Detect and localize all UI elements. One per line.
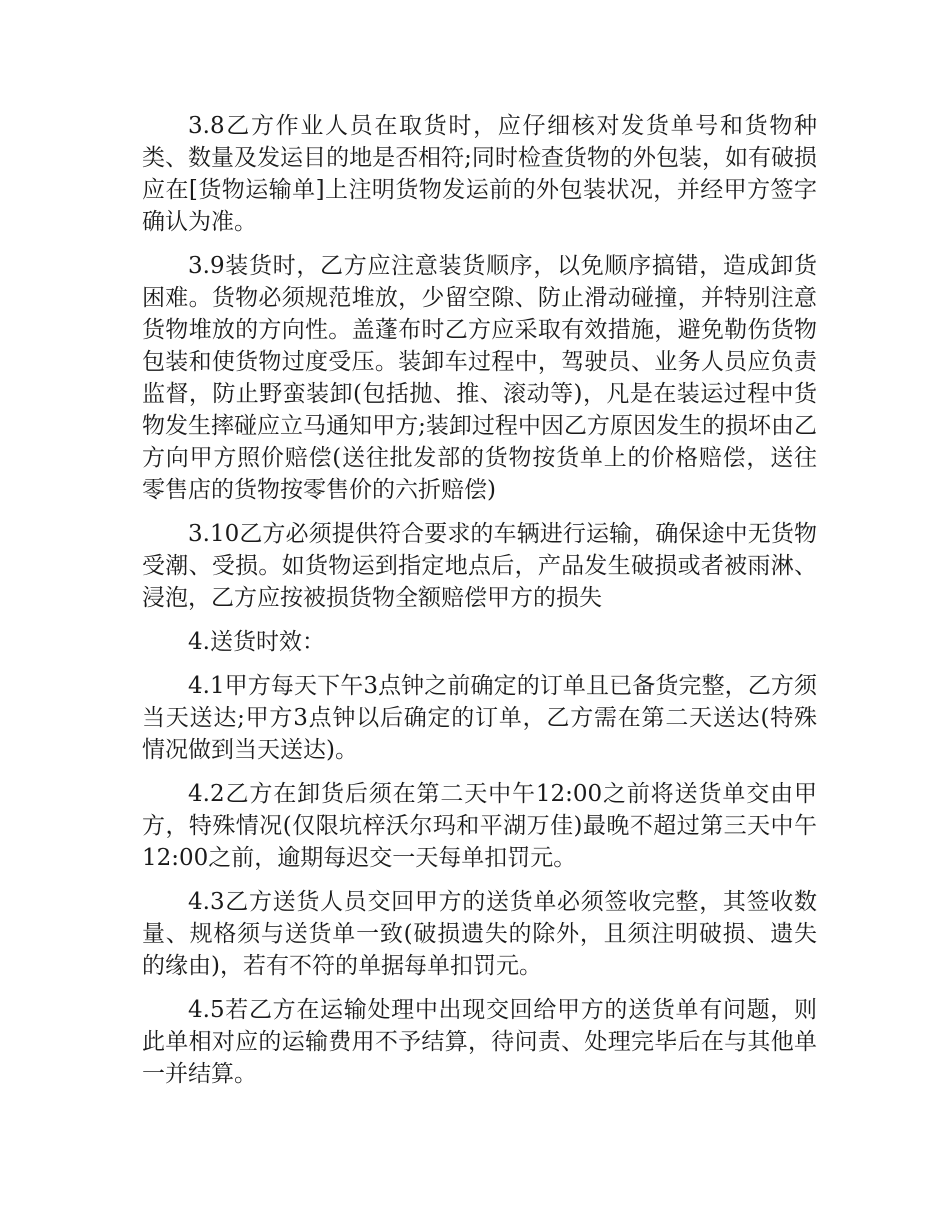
document-body [142,110,817,1102]
clause-4-2: 4.2乙方在卸货后须在第二天中午12:00之前将送货单交由甲方，特殊情况(仅限坑梓沃尔玛和平湖万佳)最晚不超过第三天中午12:00之前，逾期每迟交一天每单扣罚元。 [142,781,817,871]
clause-4-5: 4.5若乙方在运输处理中出现交回给甲方的送货单有问题，则此单相对应的运输费用不予结算，待问责、处理完毕后在与其他单一并结算。 [142,997,817,1087]
clause-3-9: 3.9装货时，乙方应注意装货顺序，以免顺序搞错，造成卸货困难。货物必须规范堆放，少留空隙、防止滑动碰撞，并特别注意货物堆放的方向性。盖蓬布时乙方应采取有效措施，避免勒伤货物包装和使货物过度受压。装卸车过程中，驾驶员、业务人员应负责监督，防止野蛮装卸(包括抛、推、滚动等)，凡是在装运过程中货物发生摔碰应立马通知甲方;装卸过程中因乙方原因发生的损坏由乙方向甲方照价赔偿(送往批发部的货物按货单上的价格赔偿，送往零售店的货物按零售价的六折赔偿) [142,253,817,503]
clause-4-3: 4.3乙方送货人员交回甲方的送货单必须签收完整，其签收数量、规格须与送货单一致(破损遗失的除外，且须注明破损、遗失的缘由)，若有不符的单据每单扣罚元。 [142,889,817,979]
section-4-heading: 4.送货时效： [188,629,325,655]
clause-3-10: 3.10乙方必须提供符合要求的车辆进行运输，确保途中无货物受潮、受损。如货物运到指定地点后，产品发生破损或者被雨淋、浸泡，乙方应按被损货物全额赔偿甲方的损失 [142,521,817,611]
clause-3-8: 3.8乙方作业人员在取货时，应仔细核对发货单号和货物种类、数量及发运目的地是否相符;同时检查货物的外包装，如有破损应在[货物运输单]上注明货物发运前的外包装状况，并经甲方签字确认为准。 [142,113,817,235]
clause-4-1: 4.1甲方每天下午3点钟之前确定的订单且已备货完整，乙方须当天送达;甲方3点钟以后确定的订单，乙方需在第二天送达(特殊情况做到当天送达)。 [142,673,817,763]
